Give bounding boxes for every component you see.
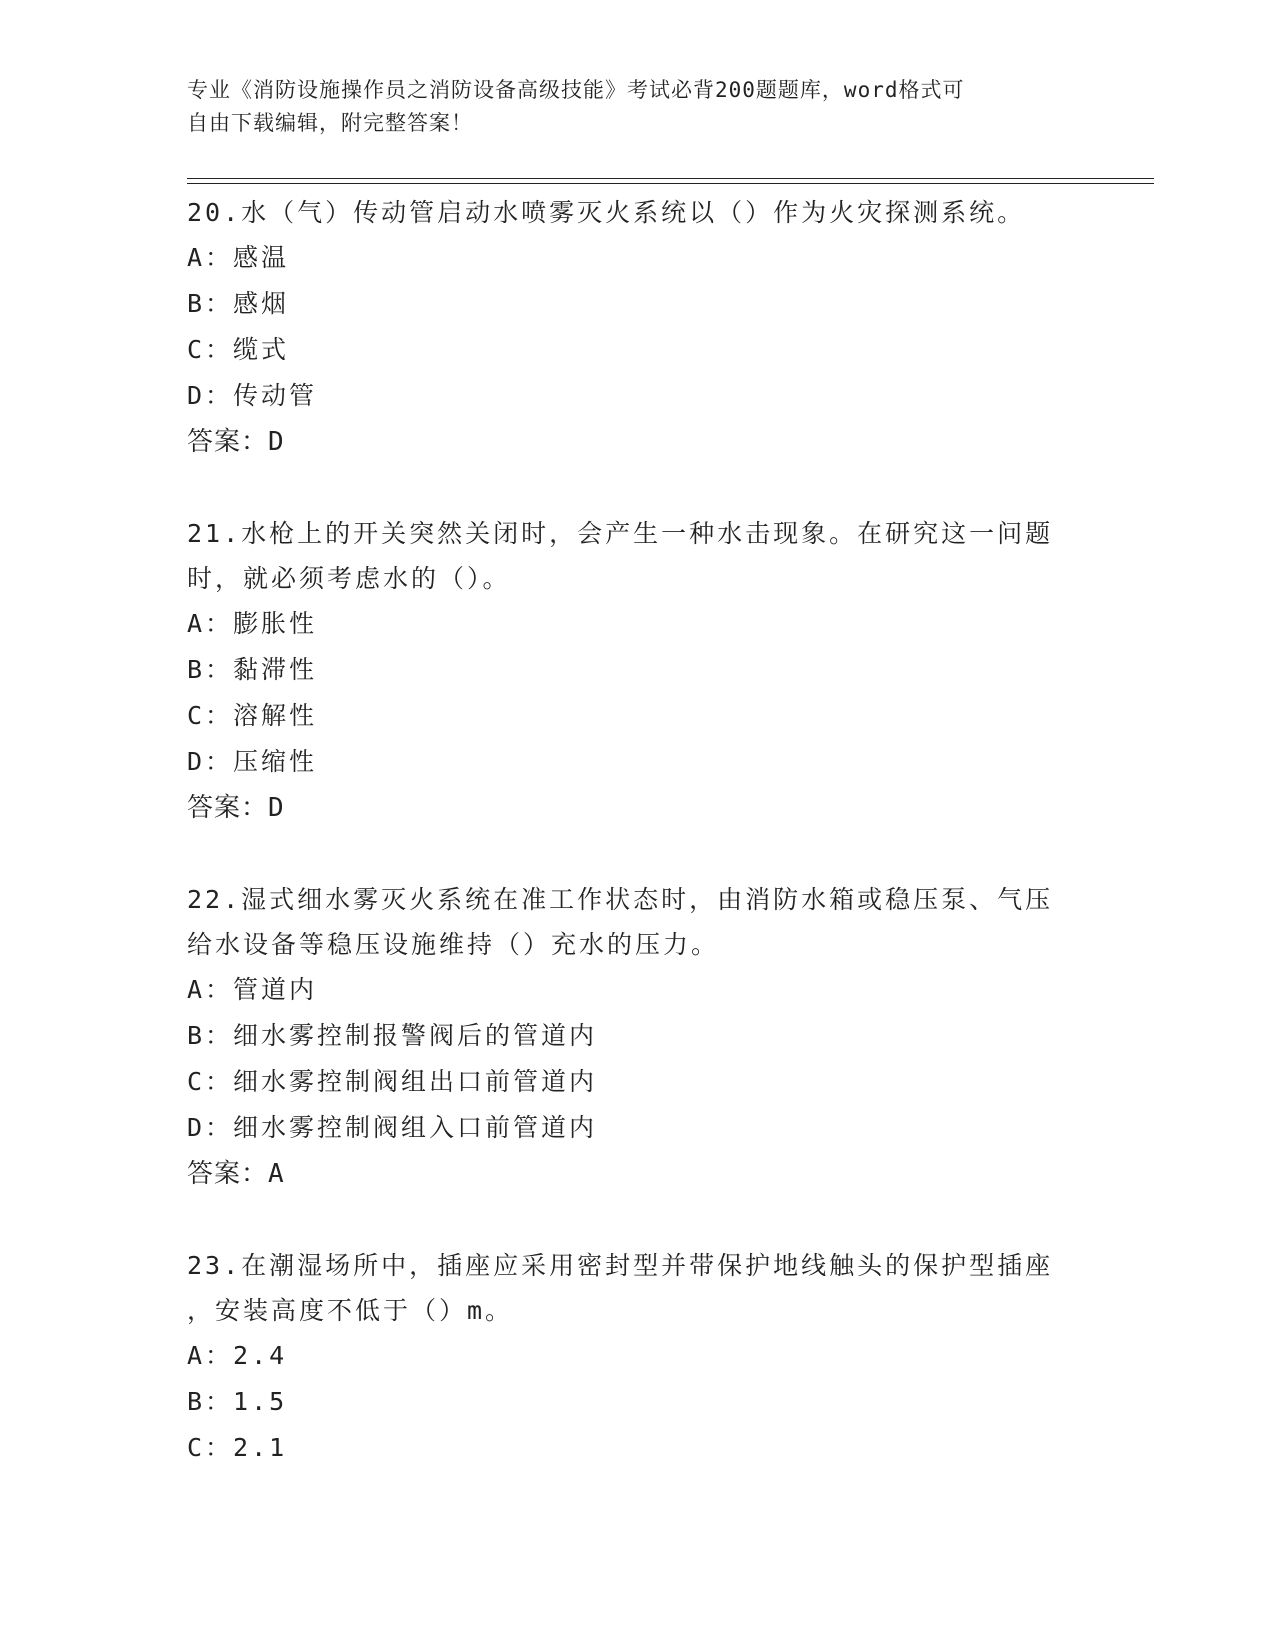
question-stem-line: 时，就必须考虑水的（）。 bbox=[187, 564, 511, 593]
answer-option: C：溶解性 bbox=[187, 701, 318, 730]
header-line-1: 专业《消防设施操作员之消防设备高级技能》考试必背200题题库，word格式可 bbox=[187, 78, 965, 102]
answer-option: C：缆式 bbox=[187, 335, 290, 364]
question-gap bbox=[187, 465, 1087, 511]
question-block bbox=[187, 877, 1087, 1197]
answer-option: A：管道内 bbox=[187, 975, 318, 1004]
question-stem-line: 21.水枪上的开关突然关闭时，会产生一种水击现象。在研究这一问题 bbox=[187, 519, 1054, 548]
document-header bbox=[187, 74, 1087, 140]
answer-option: A：感温 bbox=[187, 243, 290, 272]
answer-label: 答案： bbox=[187, 1159, 269, 1189]
question-block bbox=[187, 1243, 1087, 1471]
question-stem-line: ，安装高度不低于（）m。 bbox=[187, 1296, 514, 1325]
question-list bbox=[187, 190, 1087, 1471]
answer-label: 答案： bbox=[187, 793, 269, 823]
question-stem-line: 22.湿式细水雾灭火系统在准工作状态时，由消防水箱或稳压泵、气压 bbox=[187, 885, 1054, 914]
header-line-2: 自由下载编辑，附完整答案！ bbox=[187, 111, 473, 135]
answer-option: A：2.4 bbox=[187, 1341, 288, 1370]
header-divider-top bbox=[187, 178, 1154, 179]
question-stem-line: 23.在潮湿场所中，插座应采用密封型并带保护地线触头的保护型插座 bbox=[187, 1251, 1054, 1280]
answer-option: B：1.5 bbox=[187, 1387, 288, 1416]
question-gap bbox=[187, 1197, 1087, 1243]
answer-option: D：细水雾控制阀组入口前管道内 bbox=[187, 1113, 598, 1142]
question-stem-line: 20.水（气）传动管启动水喷雾灭火系统以（）作为火灾探测系统。 bbox=[187, 198, 1026, 227]
answer-option: B：细水雾控制报警阀后的管道内 bbox=[187, 1021, 598, 1050]
answer-line bbox=[187, 419, 1087, 465]
answer-line bbox=[187, 1151, 1087, 1197]
question-gap bbox=[187, 831, 1087, 877]
answer-label: 答案： bbox=[187, 427, 269, 457]
answer-value: A bbox=[268, 1159, 285, 1189]
answer-option: A：膨胀性 bbox=[187, 609, 318, 638]
answer-option: B：黏滞性 bbox=[187, 655, 318, 684]
answer-option: D：压缩性 bbox=[187, 747, 318, 776]
answer-option: C：细水雾控制阀组出口前管道内 bbox=[187, 1067, 598, 1096]
question-stem-line: 给水设备等稳压设施维持（）充水的压力。 bbox=[187, 930, 720, 959]
answer-option: B：感烟 bbox=[187, 289, 290, 318]
question-block bbox=[187, 190, 1087, 465]
answer-value: D bbox=[268, 793, 285, 823]
answer-line bbox=[187, 785, 1087, 831]
answer-option: C：2.1 bbox=[187, 1433, 288, 1462]
answer-value: D bbox=[268, 427, 285, 457]
answer-option: D：传动管 bbox=[187, 381, 318, 410]
question-block bbox=[187, 511, 1087, 831]
header-divider-bottom bbox=[187, 183, 1154, 184]
